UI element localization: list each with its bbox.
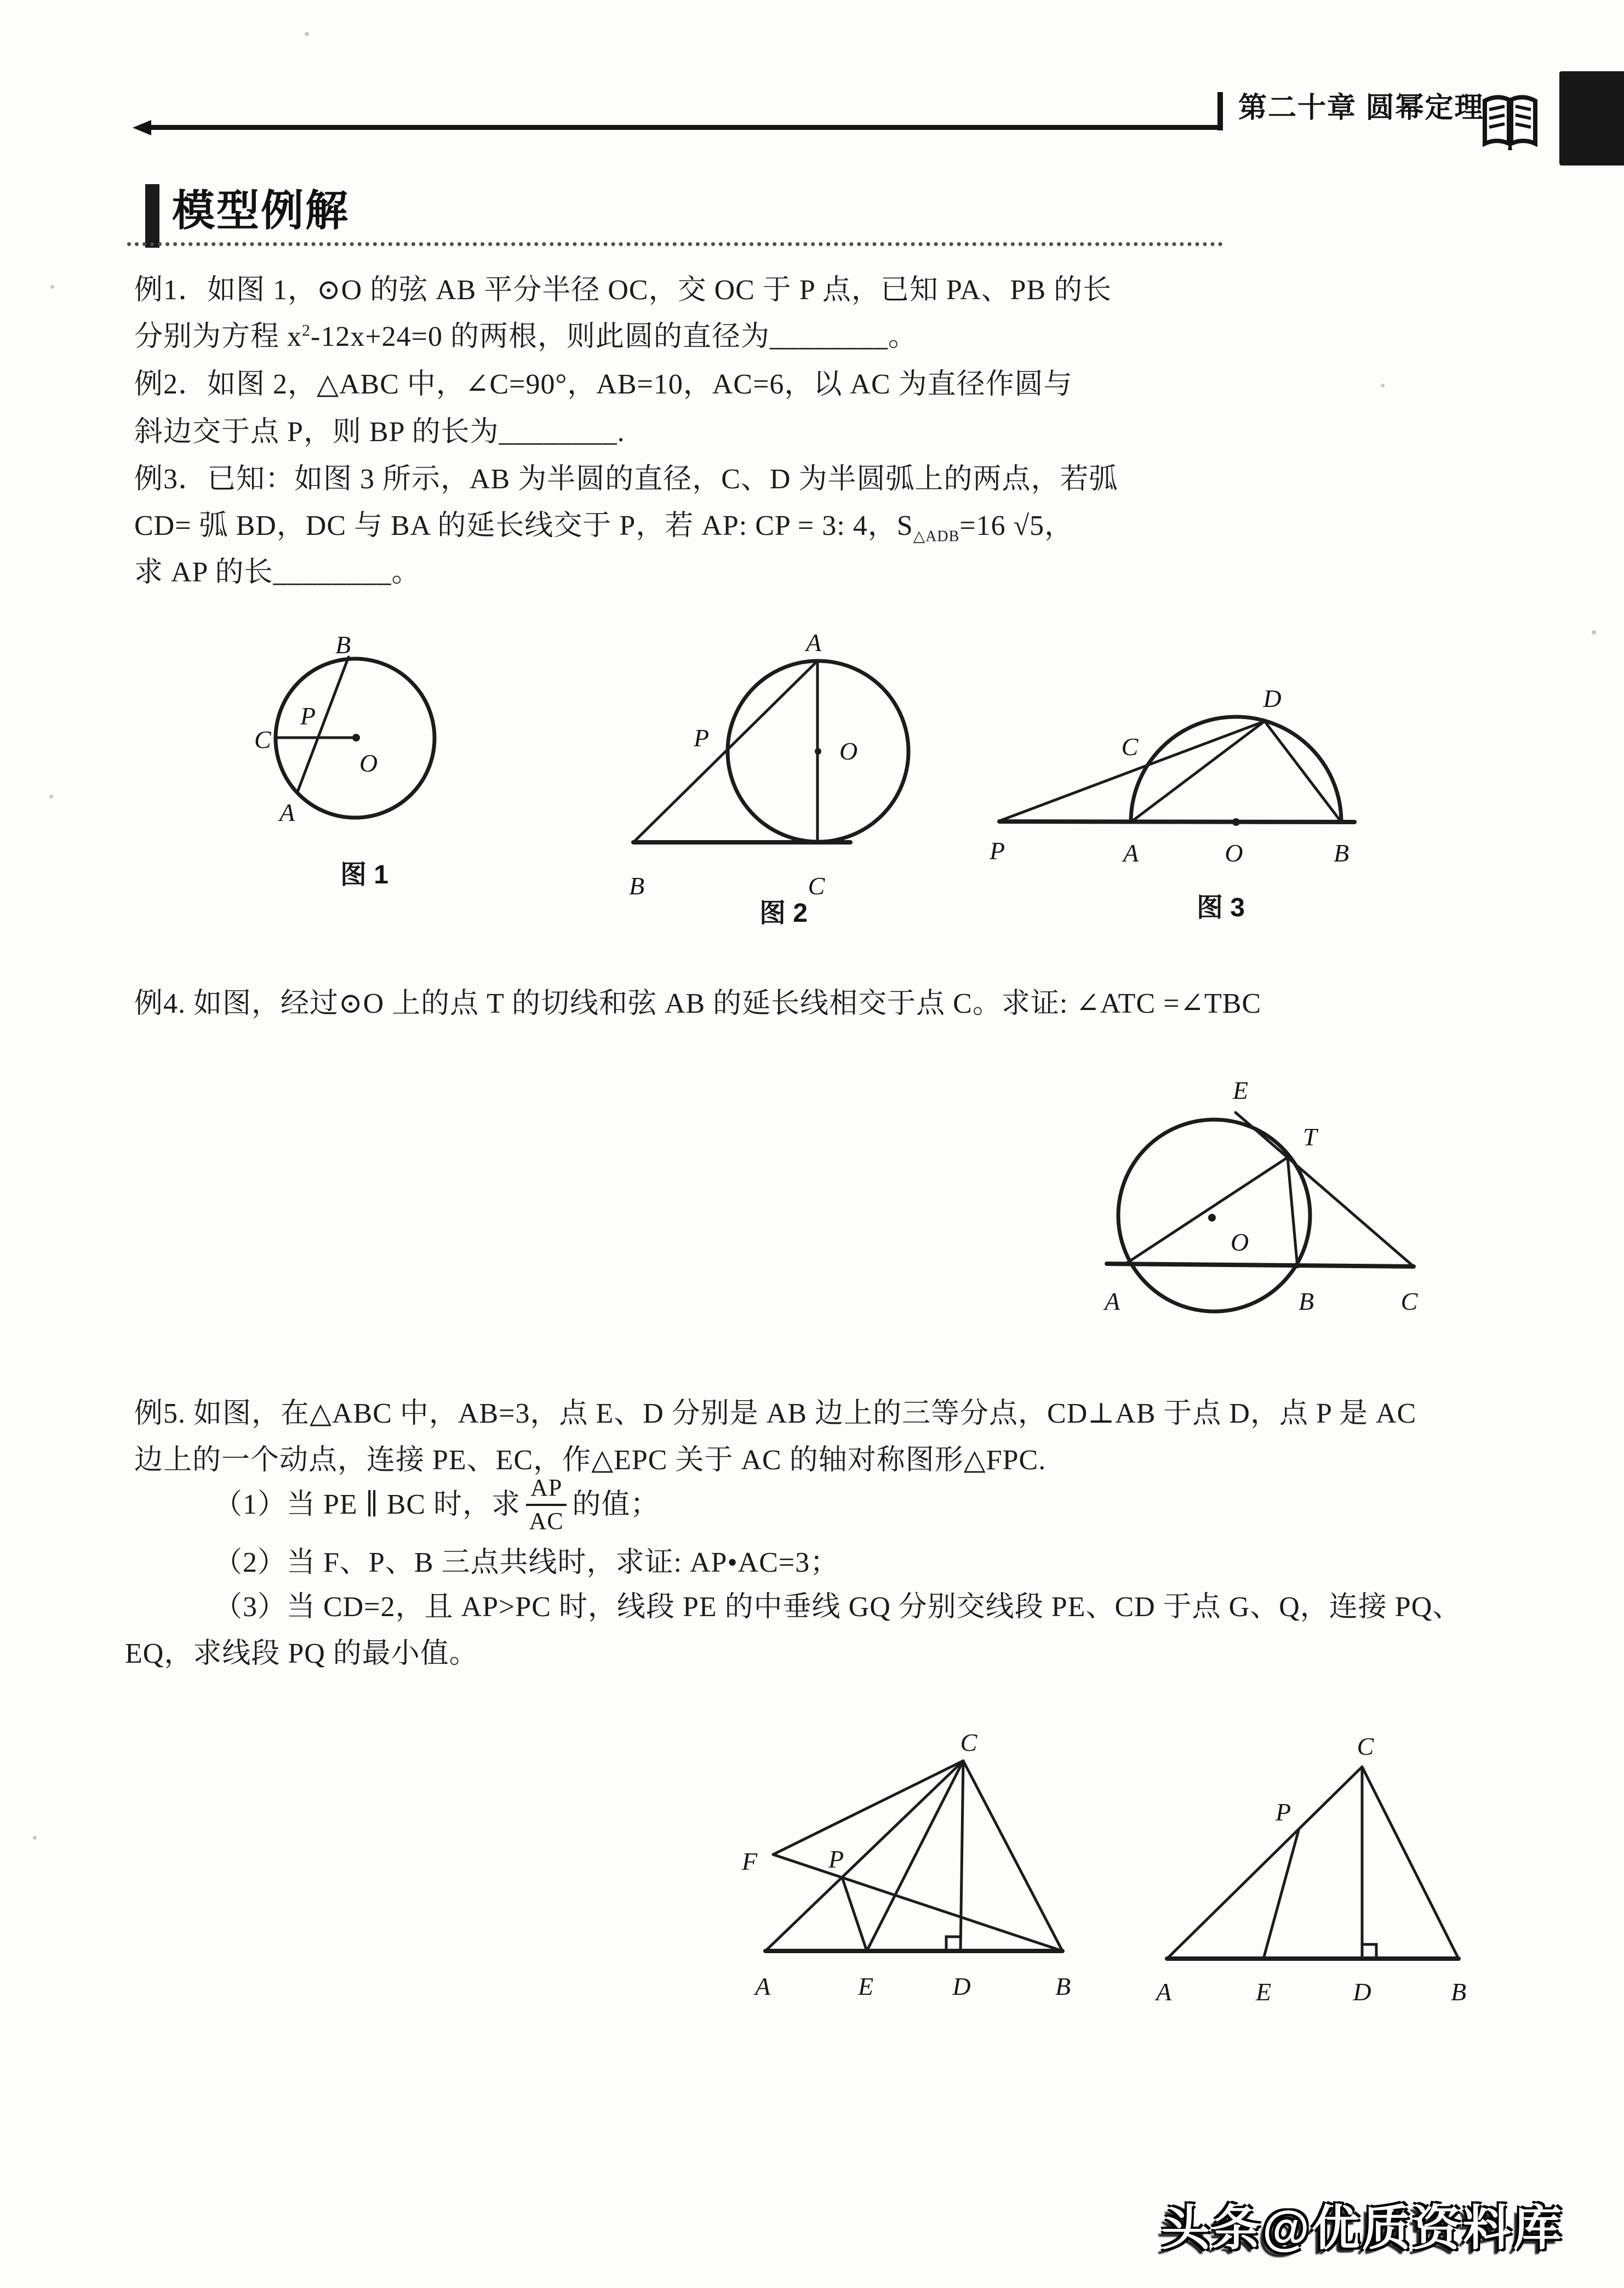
- ex5-line1: 例5. 如图，在△ABC 中，AB=3，点 E、D 分别是 AB 边上的三等分点，CD⊥AB 于点 D，点 P 是 AC: [134, 1398, 1417, 1429]
- open-book-icon: [1480, 89, 1540, 156]
- label-b: B: [1333, 839, 1349, 867]
- segment-ce: [867, 1761, 963, 1951]
- ex5-q1-fraction: [526, 1474, 567, 1535]
- altitude-cd: [960, 1761, 963, 1951]
- fraction-numerator: AP: [526, 1474, 567, 1506]
- scan-speck: [49, 795, 53, 798]
- ex3-line2-prefix: CD= 弧 BD，DC 与 BA 的延长线交于 P，若 AP: CP = 3: 4，S: [134, 510, 913, 541]
- label-e: E: [1255, 1978, 1272, 2006]
- label-c: C: [254, 726, 271, 754]
- ex3-subscript: △ADB: [913, 528, 960, 545]
- label-c: C: [808, 872, 825, 900]
- center-dot: [1208, 1214, 1216, 1222]
- chord-at: [1126, 1157, 1288, 1263]
- label-t: T: [1303, 1123, 1317, 1151]
- ex3-line1: 例3．已知：如图 3 所示，AB 为半圆的直径，C、D 为半圆弧上的两点，若弧: [134, 464, 1118, 495]
- label-d: D: [952, 1972, 971, 2000]
- header-rule: [149, 125, 1221, 130]
- ex1-exponent: 2: [302, 321, 311, 340]
- label-a: A: [1123, 839, 1139, 867]
- scan-speck: [1592, 630, 1596, 635]
- label-c: C: [1400, 1287, 1418, 1315]
- ex5-q1-suffix: 的值；: [572, 1488, 660, 1520]
- label-a: A: [1104, 1287, 1120, 1315]
- ex5-q2: （2）当 F、P、B 三点共线时，求证: AP•AC=3；: [214, 1547, 839, 1578]
- ex3-line2-suffix: =16 √5，: [959, 510, 1074, 541]
- ex2-line1: 例2．如图 2，△ABC 中，∠C=90°，AB=10，AC=6，以 AC 为直径作圆与: [134, 369, 1073, 400]
- scan-speck: [50, 285, 54, 289]
- label-b: B: [628, 872, 645, 900]
- header-corner-block: [1559, 71, 1624, 166]
- label-e: E: [857, 1972, 874, 2000]
- label-a: A: [279, 798, 295, 826]
- base-pb: [999, 821, 1354, 822]
- scan-speck: [33, 1836, 37, 1840]
- side-ac: [1167, 1767, 1362, 1959]
- ex3-line3: 求 AP 的长________。: [134, 557, 421, 588]
- label-c: C: [1357, 1732, 1374, 1760]
- center-dot: [352, 734, 360, 741]
- ex5-q1: [214, 1474, 659, 1535]
- ex3-line2: [134, 507, 1073, 547]
- label-b: B: [1055, 1972, 1071, 2000]
- side-cb: [1362, 1767, 1459, 1959]
- label-o: O: [1225, 839, 1243, 867]
- ex4-line1: 例4. 如图，经过⊙O 上的点 T 的切线和弦 AB 的延长线相交于点 C。求证: ∠ATC =∠TBC: [134, 988, 1262, 1019]
- figure-3-caption: 图 3: [1196, 893, 1245, 922]
- ex5-line2: 边上的一个动点，连接 PE、EC，作△EPC 关于 AC 的轴对称图形△FPC.: [134, 1445, 1047, 1476]
- label-b: B: [1298, 1287, 1314, 1315]
- label-o: O: [359, 749, 378, 777]
- ex1-line2: [134, 318, 917, 356]
- center-dot: [815, 748, 821, 755]
- label-e: E: [1232, 1076, 1249, 1104]
- ex5-q3-line2: EQ，求线段 PQ 的最小值。: [125, 1638, 478, 1669]
- figure-2: [625, 630, 953, 932]
- ex5-q3-line1: （3）当 CD=2，且 AP>PC 时，线段 PE 的中垂线 GQ 分别交线段 PE、CD 于点 G、Q，连接 PQ、: [214, 1591, 1462, 1623]
- secant-abc: [1107, 1264, 1414, 1266]
- figure-1-caption: 图 1: [340, 860, 389, 889]
- ex1-line2-suffix: -12x+24=0 的两根，则此圆的直径为________。: [311, 321, 917, 352]
- label-p: P: [300, 702, 316, 730]
- label-o: O: [839, 737, 858, 765]
- chapter-title: 第二十章 圆幂定理: [1238, 92, 1484, 124]
- label-o: O: [1231, 1228, 1249, 1256]
- label-c: C: [1121, 733, 1139, 761]
- hypotenuse-ab: [633, 661, 817, 842]
- label-p: P: [1275, 1798, 1291, 1826]
- label-b: B: [335, 631, 351, 659]
- label-c: C: [960, 1728, 977, 1756]
- figure-ex5-left: [729, 1726, 1101, 2017]
- figure-ex5-right: [1140, 1726, 1512, 2017]
- scan-speck: [1381, 384, 1385, 387]
- chord-ad: [1131, 721, 1265, 822]
- section-title-bar: [145, 184, 159, 248]
- label-a: A: [754, 1972, 771, 2000]
- fraction-denominator: AC: [529, 1507, 564, 1534]
- ex5-q1-prefix: （1）当 PE ∥ BC 时，求: [214, 1488, 521, 1520]
- scan-speck: [305, 32, 309, 36]
- figure-3: [981, 641, 1381, 937]
- chord-tb: [1288, 1157, 1297, 1267]
- segment-fc: [773, 1761, 963, 1855]
- header-rule-left-arrow: [133, 120, 151, 135]
- label-d: D: [1353, 1978, 1371, 2006]
- section-title: 模型例解: [172, 186, 350, 235]
- label-p: P: [989, 837, 1005, 865]
- label-a: A: [1156, 1978, 1172, 2006]
- segment-pe: [842, 1878, 867, 1951]
- label-f: F: [741, 1847, 758, 1875]
- ex2-line2: 斜边交于点 P，则 BP 的长为________.: [134, 416, 625, 448]
- label-a: A: [805, 630, 822, 657]
- tangent-etc: [1236, 1112, 1414, 1266]
- segment-pe: [1263, 1830, 1299, 1959]
- figure-ex4: [1068, 1069, 1468, 1343]
- label-d: D: [1263, 684, 1282, 712]
- section-dotted-divider: [127, 242, 1223, 246]
- header-rule-corner: [1217, 92, 1223, 130]
- watermark: 头条@优质资料库: [1162, 2201, 1564, 2255]
- label-p: P: [828, 1845, 844, 1873]
- ex1-line2-prefix: 分别为方程 x: [134, 321, 302, 352]
- label-p: P: [693, 724, 710, 752]
- label-b: B: [1450, 1978, 1467, 2006]
- ex1-line1: 例1．如图 1，⊙O 的弦 AB 平分半径 OC，交 OC 于 P 点，已知 PA、PB 的长: [134, 275, 1112, 306]
- figure-1: [241, 630, 493, 893]
- figure-2-caption: 图 2: [759, 899, 808, 928]
- side-ac: [765, 1761, 963, 1951]
- center-dot: [1232, 818, 1240, 826]
